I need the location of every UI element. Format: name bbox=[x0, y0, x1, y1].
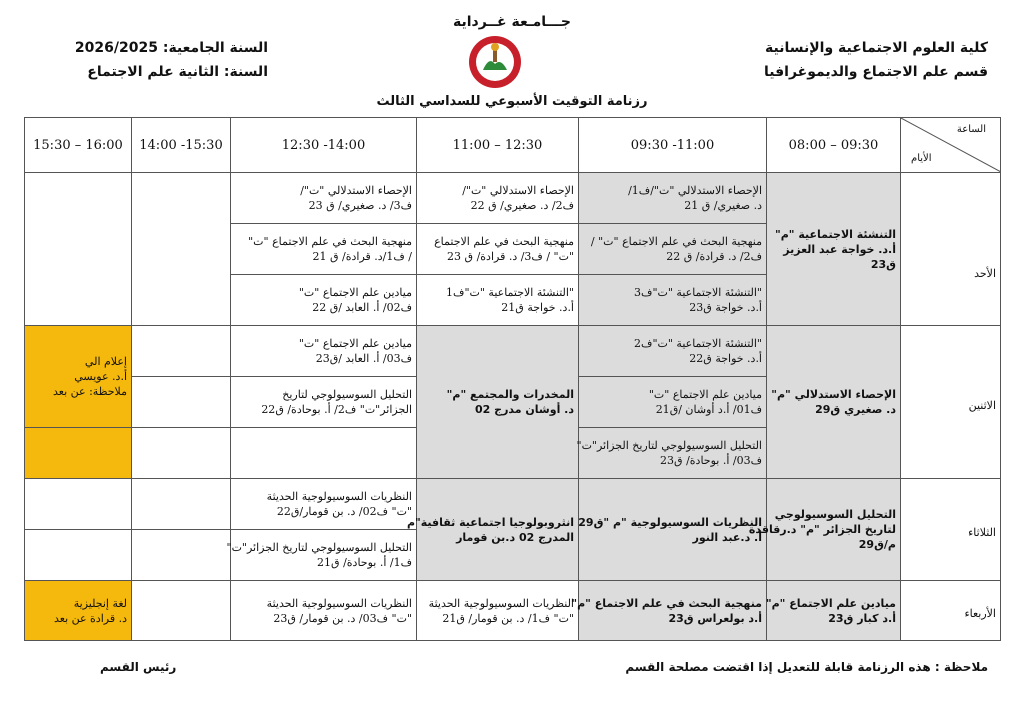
cell-text-line: الإحصاء الاستدلالي "ت"/ف1/ bbox=[628, 184, 762, 197]
time-slot: 12:30 -14:00 bbox=[231, 118, 417, 173]
cell-text-line: المدرج 02 د.بن قومار bbox=[456, 530, 574, 544]
cell-text-line: "ت" ف1/ د. بن قومار/ ق21 bbox=[442, 611, 574, 625]
empty-cell bbox=[132, 530, 231, 581]
cell-text-line: التنشئة الاجتماعية "م" bbox=[775, 227, 896, 241]
empty-cell bbox=[25, 173, 132, 326]
cell-text-line: "ت" ف02/ د. بن قومار/ق22 bbox=[276, 505, 412, 518]
faculty-name: كلية العلوم الاجتماعية والإنسانية bbox=[765, 40, 988, 56]
cell-text-line: "التنشئة الاجتماعية "ت"ف1 bbox=[446, 286, 574, 299]
empty-cell bbox=[132, 581, 231, 641]
session-cell bbox=[576, 428, 767, 479]
cell-text-line: د. أوشان مدرج 02 bbox=[475, 403, 574, 416]
session-cell bbox=[231, 173, 417, 224]
cell-text-line: م/ق29 bbox=[858, 538, 896, 551]
cell-text-line: ميادين علم الاجتماع "ت" bbox=[648, 388, 762, 401]
session-cell bbox=[579, 173, 767, 224]
schedule-table bbox=[24, 117, 1001, 641]
session-cell bbox=[231, 224, 417, 275]
empty-cell bbox=[132, 428, 231, 479]
session-cell bbox=[231, 326, 417, 377]
empty-cell bbox=[132, 326, 231, 377]
time-slot: 14:00 -15:30 bbox=[132, 118, 231, 173]
empty-cell bbox=[25, 530, 132, 581]
year-level: السنة: الثانية علم الاجتماع bbox=[87, 64, 268, 80]
header-row bbox=[25, 118, 1001, 173]
cell-text-line: أ.د. خواجة ق23 bbox=[689, 301, 762, 314]
cell-text-line: التحليل السوسيولوجي لتاريخ bbox=[282, 388, 412, 401]
cell-text-line: النظريات السوسيولوجية "م "ق29 bbox=[578, 515, 762, 529]
cell-text-line: ف03/ أ. العابد /ق23 bbox=[315, 352, 412, 365]
empty-cell bbox=[132, 377, 231, 428]
cell-text-line: منهجية البحث في علم الاجتماع "ت" bbox=[248, 235, 412, 248]
session-cell bbox=[579, 479, 767, 581]
cell-text-line: التحليل السوسيولوجي لتاريخ الجزائر"ت" bbox=[576, 439, 762, 452]
cell-text-line: "ت" ف03/ د. بن قومار/ ق23 bbox=[273, 611, 412, 625]
session-cell bbox=[579, 224, 767, 275]
cell-text-line: المخدرات والمجتمع "م" bbox=[446, 388, 574, 401]
day-sunday: الأحد bbox=[901, 173, 1001, 326]
session-cell bbox=[767, 326, 901, 479]
cell-text-line: د. قرادة عن بعد bbox=[53, 611, 127, 625]
empty-cell bbox=[231, 428, 417, 479]
cell-text-line: ق23 bbox=[870, 257, 896, 271]
empty-cell bbox=[132, 173, 231, 326]
session-cell bbox=[417, 275, 579, 326]
cell-text-line: ميادين علم الاجتماع "ت" bbox=[298, 337, 412, 350]
session-cell bbox=[231, 275, 417, 326]
cell-text-line: النظريات السوسيولوجية الحديثة bbox=[428, 596, 574, 610]
cell-text-line: الإحصاء الاستدلالي "ت"/ bbox=[462, 184, 574, 197]
cell-text-line: منهجية البحث في علم الاجتماع "م" bbox=[571, 596, 762, 610]
time-slot: 09:30 -11:00 bbox=[579, 118, 767, 173]
day-tuesday: الثلاثاء bbox=[901, 479, 1001, 581]
session-cell bbox=[417, 326, 579, 479]
session-cell bbox=[579, 275, 767, 326]
cell-text-line: التحليل السوسيولوجي لتاريخ الجزائر"ت" bbox=[226, 541, 412, 554]
session-cell bbox=[417, 224, 579, 275]
time-slot: 11:00 – 12:30 bbox=[417, 118, 579, 173]
cell-text-line: النظريات السوسيولوجية الحديثة bbox=[266, 490, 412, 503]
session-cell bbox=[231, 479, 417, 530]
cell-text-line: ف3/ د. صغيري/ ق 23 bbox=[308, 199, 412, 212]
cell-text-line: أ.د. خواجة ق22 bbox=[689, 352, 762, 365]
cell-text-line: ف1/ أ. بوحادة/ ق21 bbox=[317, 556, 412, 569]
session-cell bbox=[417, 581, 579, 641]
session-cell bbox=[579, 377, 767, 428]
cell-text-line: ميادين علم الاجتماع "ت" bbox=[298, 286, 412, 299]
cell-text-line: أ.د كبار ق23 bbox=[828, 611, 896, 625]
session-cell bbox=[579, 326, 767, 377]
cell-text-line: أ.د بولعراس ق23 bbox=[668, 611, 762, 625]
cell-text-line: انثروبولوجيا اجتماعية ثقافية"م bbox=[406, 515, 574, 529]
cell-text-line: منهجية البحث في علم الاجتماع bbox=[434, 235, 574, 248]
cell-text-line: ملاحظة: عن بعد bbox=[53, 385, 127, 398]
cell-text-line: ف2/ د. قرادة/ ق 22 bbox=[666, 250, 762, 263]
cell-text-line: منهجية البحث في علم الاجتماع "ت" / bbox=[590, 235, 762, 248]
empty-cell bbox=[132, 479, 231, 530]
day-wednesday: الأربعاء bbox=[901, 581, 1001, 641]
department-name: قسم علم الاجتماع والديموغرافيا bbox=[764, 64, 988, 80]
corner-cell bbox=[901, 118, 1001, 173]
session-cell bbox=[748, 479, 901, 581]
session-cell bbox=[767, 173, 901, 326]
cell-text-line: الإحصاء الاستدلالي "ت"/ bbox=[300, 184, 412, 197]
cell-text-line: ف01/ أ.د أوشان /ق21 bbox=[655, 403, 762, 416]
cell-text-line: ف03/ أ. بوحادة/ ق23 bbox=[660, 454, 762, 467]
corner-top-label: الساعة bbox=[956, 124, 986, 135]
university-logo bbox=[467, 34, 523, 90]
session-cell bbox=[231, 377, 417, 428]
cell-text-line: "ت" / ف3/ د. قرادة/ ق 23 bbox=[447, 250, 574, 263]
cell-text-line: أ.د. خواجة ق21 bbox=[501, 301, 574, 314]
cell-text-line: ميادين علم الاجتماع "م" bbox=[765, 596, 896, 610]
cell-text-line: الجزائر"ت" ف2/ أ. بوحادة/ ق22 bbox=[261, 403, 412, 416]
cell-text-line: لغة إنجليزية bbox=[73, 596, 127, 610]
cell-text-line: "التنشئة الاجتماعية "ت"ف3 bbox=[634, 286, 762, 299]
session-cell bbox=[231, 581, 417, 641]
session-cell bbox=[767, 581, 901, 641]
corner-bottom-label: الأيام bbox=[911, 153, 932, 164]
cell-text-line: ف02/ أ. العابد /ق 22 bbox=[312, 301, 412, 314]
cell-text-line: إعلام الي bbox=[84, 355, 127, 368]
academic-year: السنة الجامعية: 2026/2025 bbox=[74, 40, 268, 56]
session-cell bbox=[571, 581, 767, 641]
cell-text-line: ف2/ د. صغيري/ ق 22 bbox=[470, 199, 574, 212]
cell-text-line: أ.د. خواجة عبد العزيز bbox=[783, 242, 896, 256]
department-head: رئيس القسم bbox=[100, 660, 177, 674]
university-name: جـــامـعة غــرداية bbox=[453, 14, 571, 30]
cell-text-line: / ف1/د. قرادة/ ق 21 bbox=[312, 250, 412, 263]
cell-text-line: لتاريخ الجزائر "م" د.رقاقدة bbox=[748, 523, 896, 536]
empty-cell bbox=[25, 479, 132, 530]
time-slot: 08:00 – 09:30 bbox=[767, 118, 901, 173]
cell-text-line: الإحصاء الاستدلالي "م" bbox=[771, 388, 896, 401]
cell-text-line: "التنشئة الاجتماعية "ت"ف2 bbox=[634, 337, 762, 350]
session-cell bbox=[226, 530, 417, 581]
cell-text-line: أ.د. عويسي bbox=[74, 370, 127, 383]
session-cell-highlight bbox=[25, 326, 132, 428]
cell-text-line: د. صغيري ق29 bbox=[815, 403, 896, 416]
schedule-note: ملاحظة : هذه الرزنامة قابلة للتعديل إذا اقتضت مصلحة القسم bbox=[625, 660, 988, 674]
cell-text-line: د. صغيري/ ق 21 bbox=[684, 199, 762, 212]
cell-text-line: التحليل السوسيولوجي bbox=[774, 508, 896, 521]
session-cell-highlight bbox=[25, 581, 132, 641]
schedule-title: رزنامة التوقيت الأسبوعي للسداسي الثالث bbox=[376, 94, 648, 109]
session-cell bbox=[406, 479, 579, 581]
cell-text-line: أ. د.عبد النور bbox=[692, 530, 762, 544]
empty-cell-highlight bbox=[25, 428, 132, 479]
day-monday: الاثنين bbox=[901, 326, 1001, 479]
session-cell bbox=[417, 173, 579, 224]
time-slot: 15:30 – 16:00 bbox=[25, 118, 132, 173]
cell-text-line: النظريات السوسيولوجية الحديثة bbox=[266, 596, 412, 610]
